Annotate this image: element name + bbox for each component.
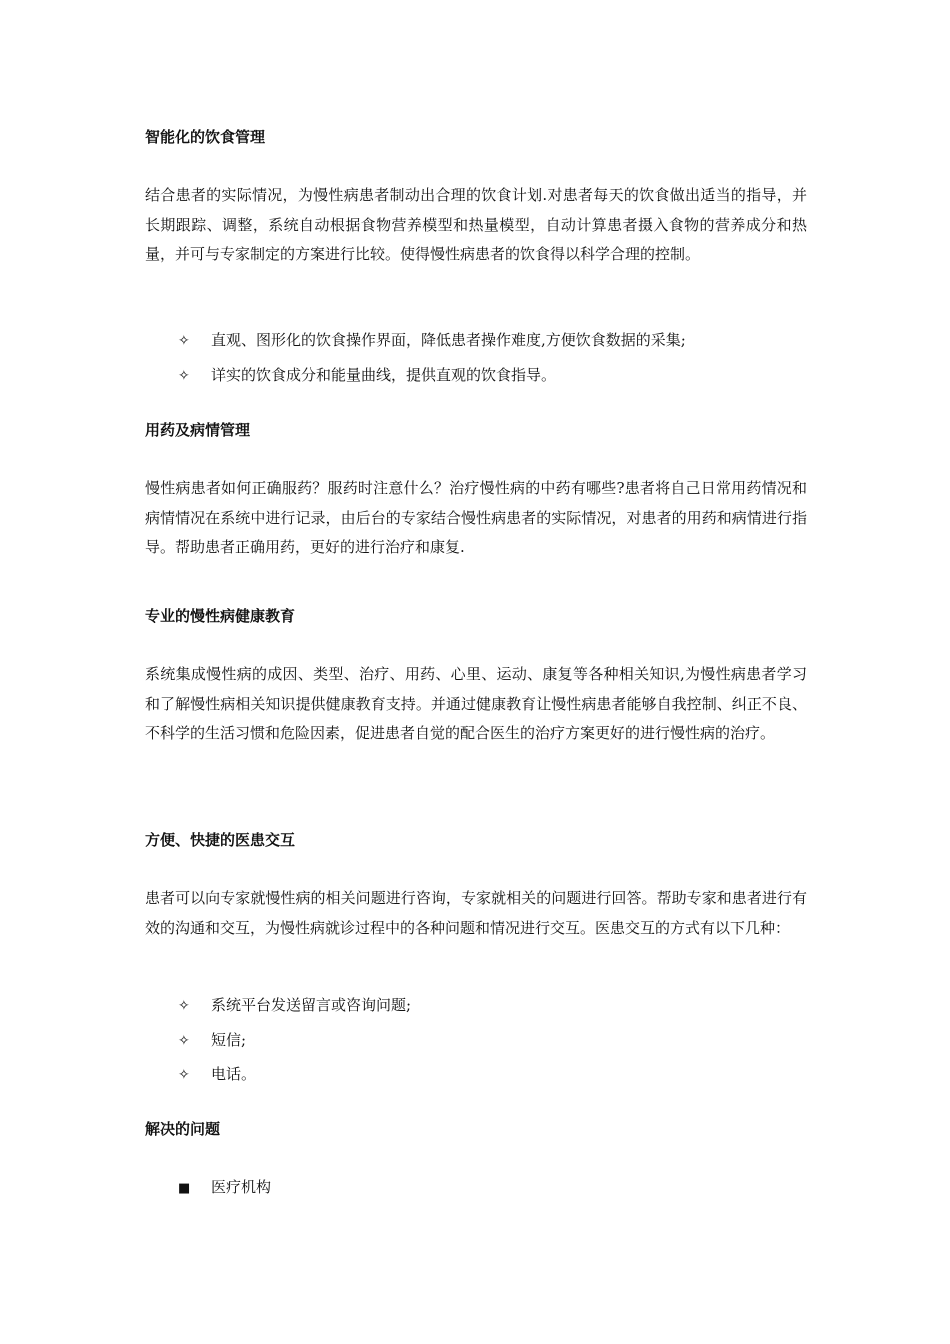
section-heading-interaction: 方便、快捷的医患交互 bbox=[145, 831, 296, 849]
diamond-bullet-icon: ✧ bbox=[178, 998, 190, 1014]
diamond-bullet-icon: ✧ bbox=[178, 368, 190, 384]
section-heading-diet: 智能化的饮食管理 bbox=[145, 128, 266, 146]
section-heading-education: 专业的慢性病健康教育 bbox=[145, 607, 296, 625]
diamond-bullet-icon: ✧ bbox=[178, 1067, 190, 1083]
square-bullet-icon: ■ bbox=[178, 1181, 191, 1196]
list-item bbox=[178, 995, 411, 1016]
list-item bbox=[178, 1064, 256, 1085]
section-paragraph-diet: 结合患者的实际情况，为慢性病患者制动出合理的饮食计划.对患者每天的饮食做出适当的指导，并长期跟踪、调整，系统自动根据食物营养模型和热量模型，自动计算患者摄入食物的营养成分和热量，并可与专家制定的方案进行比较。使得慢性病患者的饮食得以科学合理的控制。 bbox=[145, 186, 807, 263]
list-item bbox=[178, 1030, 246, 1051]
list-item-text: 电话。 bbox=[211, 1065, 257, 1083]
list-item-text: 医疗机构 bbox=[211, 1178, 272, 1196]
section-heading-problems: 解决的问题 bbox=[145, 1120, 221, 1138]
section-heading-medication: 用药及病情管理 bbox=[145, 421, 251, 439]
list-item bbox=[178, 365, 556, 386]
section-paragraph-education: 系统集成慢性病的成因、类型、治疗、用药、心里、运动、康复等各种相关知识,为慢性病患者学习和了解慢性病相关知识提供健康教育支持。并通过健康教育让慢性病患者能够自我控制、纠正不良、不科学的生活习惯和危险因素，促进患者自觉的配合医生的治疗方案更好的进行慢性病的治疗。 bbox=[145, 665, 807, 742]
list-item-text: 系统平台发送留言或咨询问题; bbox=[211, 996, 412, 1014]
diamond-bullet-icon: ✧ bbox=[178, 1033, 190, 1049]
list-item-text: 详实的饮食成分和能量曲线，提供直观的饮食指导。 bbox=[211, 366, 557, 384]
diamond-bullet-icon: ✧ bbox=[178, 333, 190, 349]
list-item bbox=[178, 330, 686, 351]
section-paragraph-medication: 慢性病患者如何正确服药？服药时注意什么？治疗慢性病的中药有哪些?患者将自己日常用药情况和病情情况在系统中进行记录，由后台的专家结合慢性病患者的实际情况，对患者的用药和病情进行指导。帮助患者正确用药，更好的进行治疗和康复. bbox=[145, 479, 807, 556]
list-item-text: 直观、图形化的饮食操作界面，降低患者操作难度,方便饮食数据的采集; bbox=[211, 331, 686, 349]
section-paragraph-interaction: 患者可以向专家就慢性病的相关问题进行咨询，专家就相关的问题进行回答。帮助专家和患者进行有效的沟通和交互，为慢性病就诊过程中的各种问题和情况进行交互。医患交互的方式有以下几种： bbox=[145, 889, 807, 937]
list-item bbox=[178, 1177, 271, 1199]
list-item-text: 短信; bbox=[211, 1031, 247, 1049]
